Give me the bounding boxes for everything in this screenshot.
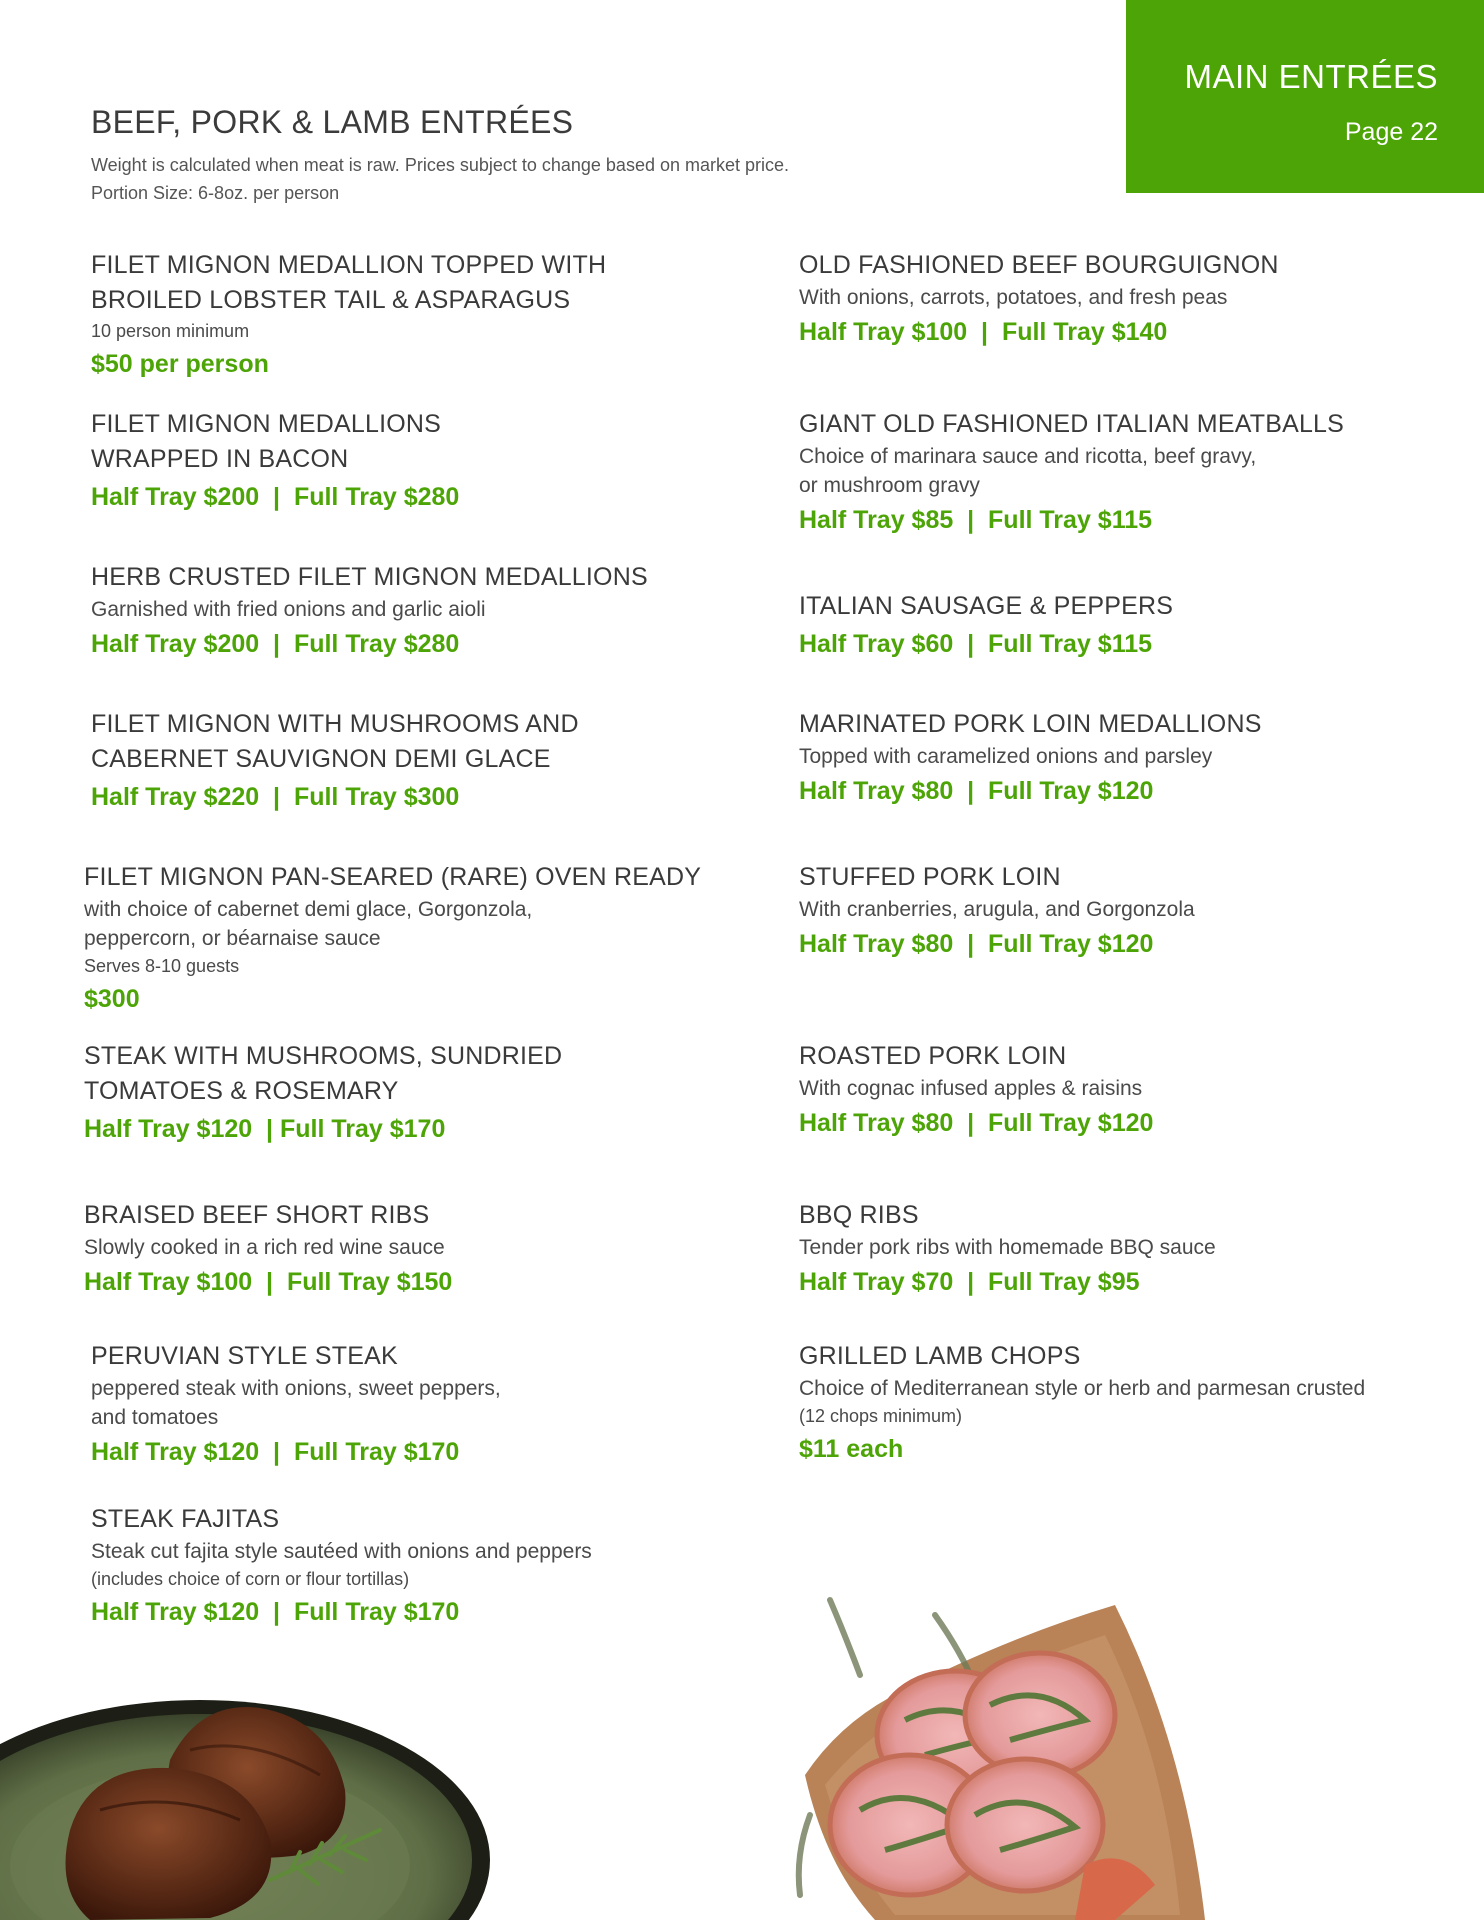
menu-item-filet-bacon: [91, 407, 771, 515]
item-description: peppered steak with onions, sweet peppers, and tomatoes: [91, 1377, 501, 1429]
item-price: Half Tray $80 | Full Tray $120: [799, 930, 1154, 958]
stuffed-pork-loin-photo: [785, 1595, 1225, 1920]
item-description: With cognac infused apples & raisins: [799, 1077, 1143, 1100]
page-title: BEEF, PORK & LAMB ENTRÉES: [91, 104, 574, 140]
item-description: Choice of Mediterranean style or herb and parmesan crusted: [799, 1377, 1366, 1400]
item-name: ROASTED PORK LOIN: [799, 1042, 1067, 1070]
section-tab: [1126, 0, 1484, 193]
item-name: BRAISED BEEF SHORT RIBS: [84, 1201, 430, 1229]
menu-item-roasted-pork-loin: [799, 1039, 1479, 1141]
menu-item-beef-bourguignon: [799, 248, 1479, 350]
item-name: GRILLED LAMB CHOPS: [799, 1342, 1081, 1370]
item-price: Half Tray $120 | Full Tray $170: [91, 1438, 460, 1466]
menu-item-filet-pan-seared: [84, 860, 764, 1017]
item-price: Half Tray $200 | Full Tray $280: [91, 483, 460, 511]
section-title: MAIN ENTRÉES: [1184, 58, 1438, 95]
portion-note: Portion Size: 6-8oz. per person: [91, 183, 340, 203]
item-description: Choice of marinara sauce and ricotta, beef gravy, or mushroom gravy: [799, 445, 1257, 497]
item-name: FILET MIGNON WITH MUSHROOMS AND CABERNET SAUVIGNON DEMI GLACE: [91, 710, 579, 773]
menu-item-sausage-peppers: [799, 589, 1479, 662]
item-price: Half Tray $85 | Full Tray $115: [799, 506, 1153, 534]
item-price: $11 each: [799, 1435, 904, 1463]
menu-item-pork-loin-medallions: [799, 707, 1479, 809]
item-name: HERB CRUSTED FILET MIGNON MEDALLIONS: [91, 563, 648, 591]
item-price: Half Tray $200 | Full Tray $280: [91, 630, 460, 658]
menu-item-filet-lobster: [91, 248, 771, 382]
menu-item-herb-crusted-filet: [91, 560, 771, 662]
item-name: MARINATED PORK LOIN MEDALLIONS: [799, 710, 1262, 738]
weight-note: Weight is calculated when meat is raw. Prices subject to change based on market price.: [91, 155, 790, 175]
item-note: (includes choice of corn or flour tortillas): [91, 1569, 410, 1589]
item-price: Half Tray $100 | Full Tray $150: [84, 1268, 453, 1296]
item-price: Half Tray $120 | Full Tray $170: [84, 1115, 446, 1143]
steak-plate-photo: [0, 1680, 490, 1920]
item-description: Steak cut fajita style sautéed with onions and peppers: [91, 1540, 592, 1563]
item-price: Half Tray $120 | Full Tray $170: [91, 1598, 460, 1626]
item-price: Half Tray $60 | Full Tray $115: [799, 630, 1153, 658]
item-description: Tender pork ribs with homemade BBQ sauce: [799, 1236, 1216, 1259]
menu-item-short-ribs: [84, 1198, 764, 1300]
item-name: FILET MIGNON MEDALLIONS WRAPPED IN BACON: [91, 410, 442, 473]
item-name: OLD FASHIONED BEEF BOURGUIGNON: [799, 251, 1279, 279]
item-description: with choice of cabernet demi glace, Gorgonzola, peppercorn, or béarnaise sauce: [84, 898, 533, 950]
item-name: STEAK WITH MUSHROOMS, SUNDRIED TOMATOES & ROSEMARY: [84, 1042, 563, 1105]
item-note: Serves 8-10 guests: [84, 956, 240, 976]
page-number: Page 22: [1344, 118, 1438, 146]
menu-item-italian-meatballs: [799, 407, 1479, 538]
page-header: [91, 104, 1091, 207]
item-price: Half Tray $100 | Full Tray $140: [799, 318, 1168, 346]
item-name: GIANT OLD FASHIONED ITALIAN MEATBALLS: [799, 410, 1345, 438]
item-description: Slowly cooked in a rich red wine sauce: [84, 1236, 445, 1259]
item-name: STUFFED PORK LOIN: [799, 863, 1061, 891]
item-name: BBQ RIBS: [799, 1201, 919, 1229]
item-note: 10 person minimum: [91, 321, 250, 341]
item-price: $300: [84, 985, 140, 1013]
menu-item-steak-fajitas: [91, 1502, 771, 1630]
item-description: Garnished with fried onions and garlic aioli: [91, 598, 486, 621]
item-price: $50 per person: [91, 350, 269, 378]
item-name: ITALIAN SAUSAGE & PEPPERS: [799, 592, 1174, 620]
menu-item-stuffed-pork-loin: [799, 860, 1479, 962]
menu-item-peruvian-steak: [91, 1339, 771, 1470]
item-note: (12 chops minimum): [799, 1406, 963, 1426]
menu-item-lamb-chops: [799, 1339, 1479, 1467]
item-description: With onions, carrots, potatoes, and fresh peas: [799, 286, 1228, 309]
item-name: STEAK FAJITAS: [91, 1505, 280, 1533]
item-name: FILET MIGNON PAN-SEARED (RARE) OVEN READY: [84, 863, 702, 891]
item-price: Half Tray $80 | Full Tray $120: [799, 1109, 1154, 1137]
item-name: FILET MIGNON MEDALLION TOPPED WITH BROILED LOBSTER TAIL & ASPARAGUS: [91, 251, 607, 314]
item-price: Half Tray $80 | Full Tray $120: [799, 777, 1154, 805]
item-price: Half Tray $70 | Full Tray $95: [799, 1268, 1140, 1296]
item-name: PERUVIAN STYLE STEAK: [91, 1342, 398, 1370]
menu-item-bbq-ribs: [799, 1198, 1479, 1300]
menu-item-steak-sundried: [84, 1039, 764, 1147]
menu-item-filet-mushrooms: [91, 707, 771, 815]
item-description: Topped with caramelized onions and parsley: [799, 745, 1213, 768]
item-description: With cranberries, arugula, and Gorgonzola: [799, 898, 1195, 921]
item-price: Half Tray $220 | Full Tray $300: [91, 783, 460, 811]
